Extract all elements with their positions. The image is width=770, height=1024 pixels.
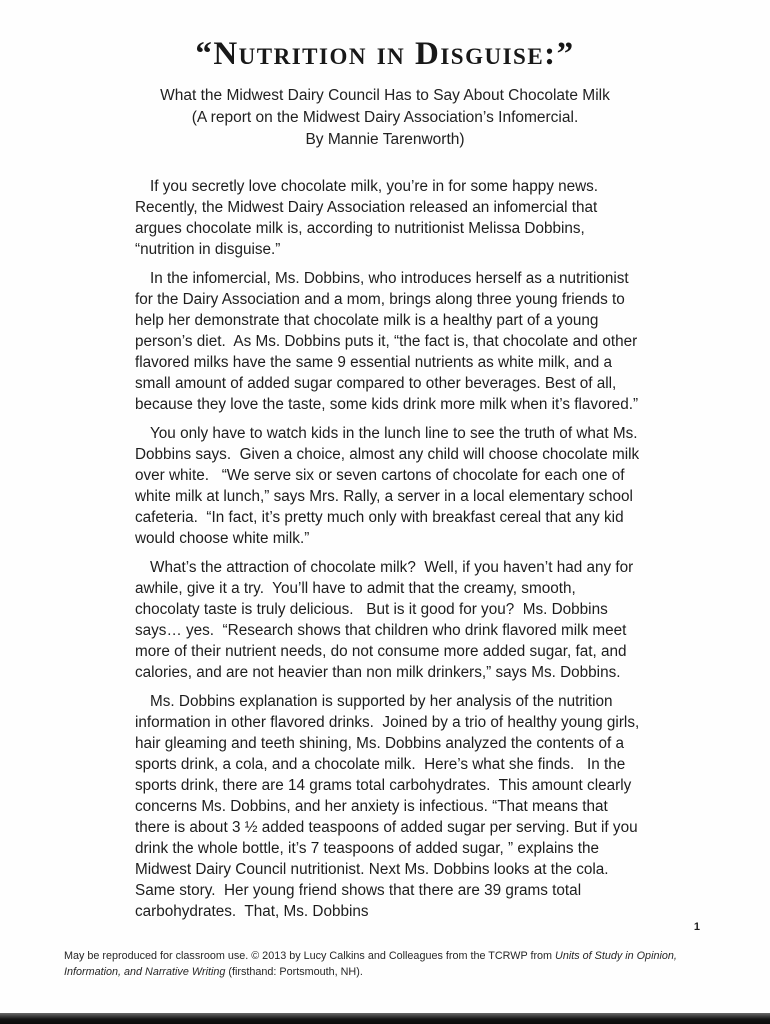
body-paragraph-3: You only have to watch kids in the lunch line to see the truth of what Ms. Dobbins says. Given a choice, almost any child will choose chocolate milk over white. “We serve six or seven cartons of chocolate for each one of white milk at lunch,” says Mrs. Rally, a server in a local elementary school cafeteria. “In fact, it’s pretty much only with breakfast cereal that any kid would choose white milk.”	[135, 425, 644, 547]
document-header	[0, 0, 770, 151]
document-title: “Nutrition in Disguise:”	[195, 36, 575, 72]
copyright-book-title: Units of Study in Opinion, Information, and Narrative Writing	[64, 950, 677, 978]
copyright-notice	[64, 948, 714, 980]
page-bottom-edge	[0, 1013, 770, 1024]
document-subtitle-line-1: What the Midwest Dairy Council Has to Say About Chocolate Milk	[160, 87, 610, 104]
document-subtitle-line-2: (A report on the Midwest Dairy Association’s Infomercial.	[191, 109, 579, 126]
copyright-text-after: (firsthand: Portsmouth, NH).	[225, 966, 363, 978]
document-body	[135, 176, 643, 922]
body-paragraph-4: What’s the attraction of chocolate milk? Well, if you haven’t had any for awhile, give it a try. You’ll have to admit that the creamy, smooth, chocolaty taste is truly delicious. But is it good for you? Ms. Dobbins says… yes. “Research shows that children who drink flavored milk meet more of their nutrient needs, do not consume more added sugar, fat, and calories, and are not heavier than non milk drinkers,” says Ms. Dobbins.	[135, 559, 638, 681]
copyright-text-before: May be reproduced for classroom use. © 2013 by Lucy Calkins and Colleagues from the TCRWP from	[64, 950, 556, 962]
body-paragraph-2: In the infomercial, Ms. Dobbins, who introduces herself as a nutritionist for the Dairy Association and a mom, brings along three young friends to help her demonstrate that chocolate milk is a healthy part of a young person’s diet. As Ms. Dobbins puts it, “the fact is, that chocolate and other flavored milks have the same 9 essential nutrients as white milk, and a small amount of added sugar compared to other beverages. Best of all, because they love the taste, some kids drink more milk when it’s flavored.”	[135, 270, 642, 413]
document-subtitle-line-3: By Mannie Tarenworth)	[305, 131, 465, 148]
body-paragraph-5: Ms. Dobbins explanation is supported by her analysis of the nutrition information in other flavored drinks. Joined by a trio of healthy young girls, hair gleaming and teeth shining, Ms. Dobbins analyzed the contents of a sports drink, a cola, and a chocolate milk. Here’s what she finds. In the sports drink, there are 14 grams total carbohydrates. This amount clearly concerns Ms. Dobbins, and her anxiety is infectious. “That means that there is about 3 ½ added teaspoons of added sugar per serving. But if you drink the whole bottle, it’s 7 teaspoons of added sugar, ” explains the Midwest Dairy Council nutritionist. Next Ms. Dobbins looks at the cola. Same story. Her young friend shows that there are 39 grams total carbohydrates. That, Ms. Dobbins	[135, 693, 644, 920]
body-paragraph-1: If you secretly love chocolate milk, you’re in for some happy news. Recently, the Midwest Dairy Association released an infomercial that argues chocolate milk is, according to nutritionist Melissa Dobbins, “nutrition in disguise.”	[135, 178, 607, 258]
page-number: 1	[693, 921, 700, 933]
